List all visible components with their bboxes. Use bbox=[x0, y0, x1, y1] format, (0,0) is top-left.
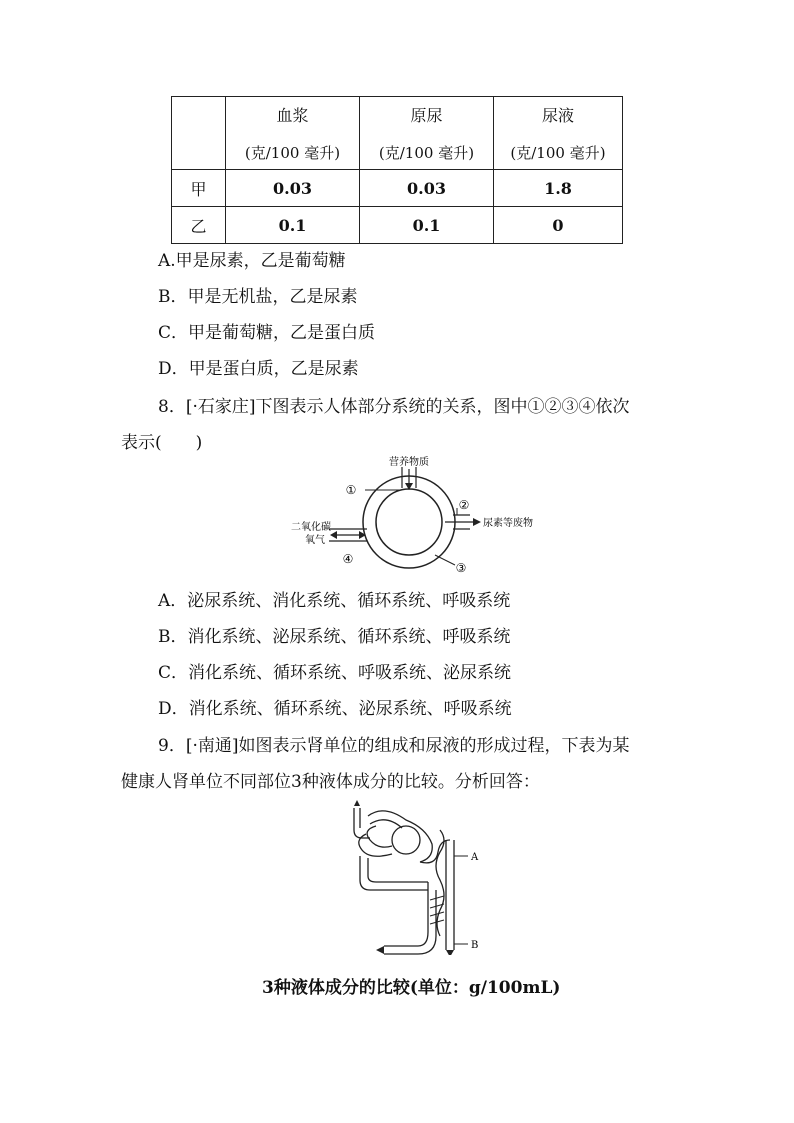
arrow-up-icon bbox=[354, 800, 360, 806]
table-cell: 0.03 bbox=[360, 170, 494, 207]
label-n2: ② bbox=[458, 498, 470, 512]
q9-stem-line2: 健康人肾单位不同部位3种液体成分的比较。分析回答： bbox=[121, 772, 540, 792]
q7-option-c: C．甲是葡萄糖，乙是蛋白质 bbox=[158, 323, 376, 343]
q8-option-d: D．消化系统、循环系统、泌尿系统、呼吸系统 bbox=[158, 699, 512, 719]
table-header-cell bbox=[226, 97, 360, 170]
q8-option-c: C．消化系统、循环系统、呼吸系统、泌尿系统 bbox=[158, 663, 512, 683]
label-n4: ④ bbox=[342, 552, 354, 566]
arrow-right-icon bbox=[473, 518, 481, 526]
table-cell: 0.1 bbox=[360, 207, 494, 244]
q7-option-a: A.甲是尿素，乙是葡萄糖 bbox=[158, 251, 346, 271]
table-cell: 0 bbox=[494, 207, 623, 244]
row-label: 甲 bbox=[172, 170, 226, 207]
header-unit: (克/100 毫升) bbox=[244, 144, 341, 162]
label-nutrients: 营养物质 bbox=[389, 457, 429, 468]
table-header-cell bbox=[494, 97, 623, 170]
table-row bbox=[172, 207, 623, 244]
q8-option-b: B．消化系统、泌尿系统、循环系统、呼吸系统 bbox=[158, 627, 511, 647]
arrow-down-icon bbox=[446, 950, 454, 955]
header-name: 血浆 bbox=[276, 106, 309, 125]
q7-option-b: B．甲是无机盐，乙是尿素 bbox=[158, 287, 358, 307]
table-header-row bbox=[172, 97, 623, 170]
q8-stem-line1: 8．[·石家庄]下图表示人体部分系统的关系，图中①②③④依次 bbox=[158, 397, 630, 417]
header-unit: (克/100 毫升) bbox=[510, 144, 606, 162]
label-o2: 氧气 bbox=[305, 535, 325, 546]
q8-stem-line2: 表示( ) bbox=[121, 433, 203, 453]
table-header-cell bbox=[360, 97, 494, 170]
label-a: A bbox=[471, 852, 479, 863]
label-b: B bbox=[471, 940, 479, 951]
header-name: 原尿 bbox=[410, 106, 443, 125]
table-header-corner bbox=[172, 97, 226, 170]
label-n1: ① bbox=[345, 483, 357, 497]
label-n3: ③ bbox=[455, 561, 467, 575]
table-cell: 0.03 bbox=[226, 170, 360, 207]
body-systems-diagram bbox=[285, 455, 555, 580]
label-waste: 尿素等废物 bbox=[483, 518, 533, 529]
label-co2: 二氧化碳 bbox=[291, 522, 331, 533]
q9-stem-line1: 9．[·南通]如图表示肾单位的组成和尿液的形成过程，下表为某 bbox=[158, 736, 630, 756]
inner-ring bbox=[376, 489, 442, 555]
table-cell: 0.1 bbox=[226, 207, 360, 244]
table-cell: 1.8 bbox=[494, 170, 623, 207]
nephron-diagram bbox=[340, 800, 500, 955]
arrow-right-icon bbox=[359, 531, 366, 539]
table-row bbox=[172, 170, 623, 207]
header-unit: (克/100 毫升) bbox=[378, 144, 475, 162]
q9-table-caption: 3种液体成分的比较(单位：g/100mL) bbox=[262, 978, 561, 998]
comparison-table bbox=[171, 96, 623, 244]
q8-option-a: A．泌尿系统、消化系统、循环系统、呼吸系统 bbox=[158, 591, 511, 611]
header-name: 尿液 bbox=[541, 106, 574, 125]
row-label: 乙 bbox=[172, 207, 226, 244]
q7-option-d: D．甲是蛋白质，乙是尿素 bbox=[158, 359, 359, 379]
arrow-left-icon bbox=[376, 946, 384, 954]
arrow-left-icon bbox=[330, 531, 337, 539]
